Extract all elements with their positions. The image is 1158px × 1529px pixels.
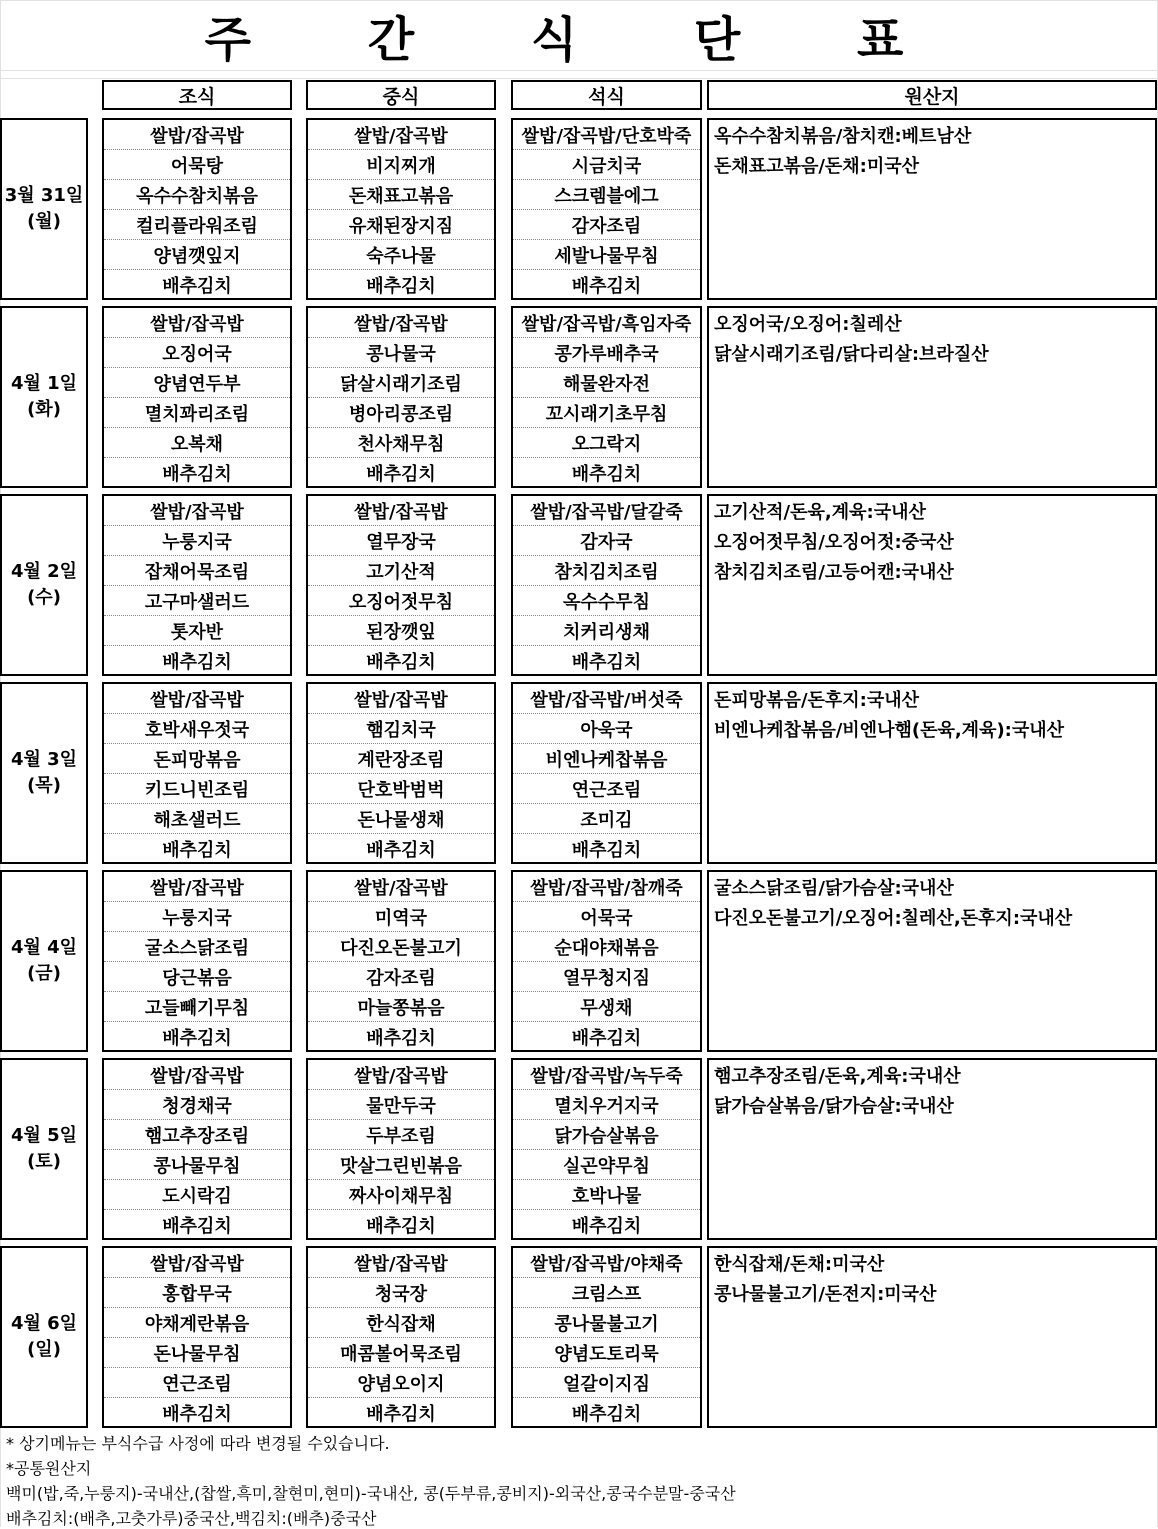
menu-item: 톳자반: [104, 616, 290, 646]
lunch-menu: [306, 1246, 496, 1428]
menu-item: 쌀밥/잡곡밥: [308, 872, 494, 902]
day-label: [0, 494, 88, 676]
menu-item: 두부조림: [308, 1120, 494, 1150]
breakfast-menu: [102, 870, 292, 1052]
menu-item: 해초샐러드: [104, 804, 290, 834]
menu-item: 쌀밥/잡곡밥/달갈죽: [513, 496, 700, 526]
origin-info: [707, 306, 1157, 488]
date-text: 4월 4일: [10, 937, 78, 958]
menu-item: 쌀밥/잡곡밥: [104, 120, 290, 150]
date-text: 4월 3일: [10, 749, 78, 770]
menu-item: 오그락지: [513, 428, 700, 458]
origin-item: 비엔나케찹볶음/비엔나햄(돈육,계육):국내산: [714, 720, 1065, 741]
menu-item: 닭가슴살볶음: [513, 1120, 700, 1150]
menu-item: 오징어젓무침: [308, 586, 494, 616]
menu-item: 유채된장지짐: [308, 210, 494, 240]
menu-item: 숙주나물: [308, 240, 494, 270]
footer-note: * 상기메뉴는 부식수급 사정에 따라 변경될 수있습니다.: [6, 1434, 390, 1453]
weekday-text: (토): [27, 1151, 61, 1172]
dinner-menu: [511, 494, 702, 676]
menu-item: 쌀밥/잡곡밥: [308, 1248, 494, 1278]
menu-item: 양념깻잎지: [104, 240, 290, 270]
menu-item: 배추김치: [571, 652, 642, 673]
menu-item: 된장깻잎: [308, 616, 494, 646]
menu-item: 쌀밥/잡곡밥/참깨죽: [513, 872, 700, 902]
breakfast-menu: [102, 1058, 292, 1240]
menu-item: 배추김치: [366, 1404, 436, 1425]
menu-item: 배추김치: [162, 1216, 232, 1237]
menu-item: 쌀밥/잡곡밥: [308, 684, 494, 714]
menu-item: 배추김치: [571, 1404, 642, 1425]
menu-item: 배추김치: [162, 1028, 232, 1049]
lunch-menu: [306, 118, 496, 300]
origin-info: [707, 1058, 1157, 1240]
weekday-text: (금): [27, 963, 61, 984]
weekday-text: (수): [27, 587, 61, 608]
day-label: [0, 118, 88, 300]
menu-item: 꼬시래기초무침: [513, 398, 700, 428]
origin-info: [707, 1246, 1157, 1428]
menu-item: 콩나물불고기: [513, 1308, 700, 1338]
date-text: 4월 2일: [10, 561, 78, 582]
menu-item: 배추김치: [162, 464, 232, 485]
menu-item: 맛살그린빈볶음: [308, 1150, 494, 1180]
menu-item: 감자조림: [513, 210, 700, 240]
weekday-text: (화): [27, 399, 61, 420]
dinner-menu: [511, 1246, 702, 1428]
menu-item: 고기산적: [308, 556, 494, 586]
menu-item: 단호박범벅: [308, 774, 494, 804]
dinner-menu: [511, 306, 702, 488]
menu-item: 돈채표고볶음: [308, 180, 494, 210]
menu-item: 호박나물: [513, 1180, 700, 1210]
day-label: [0, 870, 88, 1052]
origin-item: 굴소스닭조림/닭가슴살:국내산: [714, 878, 954, 899]
menu-item: 무생채: [513, 992, 700, 1022]
menu-item: 옥수수참치볶음: [104, 180, 290, 210]
menu-item: 오징어국: [104, 338, 290, 368]
menu-item: 감자조림: [308, 962, 494, 992]
menu-item: 고들빼기무침: [104, 992, 290, 1022]
date-text: 4월 6일: [10, 1313, 78, 1334]
menu-item: 양념연두부: [104, 368, 290, 398]
origin-item: 다진오돈불고기/오징어:칠레산,돈후지:국내산: [714, 908, 1073, 929]
lunch-menu: [306, 1058, 496, 1240]
origin-item: 한식잡채/돈채:미국산: [714, 1254, 885, 1275]
menu-item: 배추김치: [571, 1028, 642, 1049]
day-label: [0, 306, 88, 488]
menu-item: 당근볶음: [104, 962, 290, 992]
menu-item: 열무청지짐: [513, 962, 700, 992]
menu-item: 홍합무국: [104, 1278, 290, 1308]
footer-origin-rice: 백미(밥,죽,누룽지)-국내산,(찹쌀,흑미,찰현미,현미)-국내산, 콩(두부류,콩비지)-외국산,콩국수분말-중국산: [6, 1484, 736, 1503]
menu-item: 호박새우젓국: [104, 714, 290, 744]
lunch-menu: [306, 682, 496, 864]
menu-item: 실곤약무침: [513, 1150, 700, 1180]
menu-item: 쌀밥/잡곡밥: [104, 496, 290, 526]
origin-item: 고기산적/돈육,계육:국내산: [714, 502, 926, 523]
menu-item: 쌀밥/잡곡밥/버섯죽: [513, 684, 700, 714]
menu-item: 배추김치: [571, 276, 642, 297]
dinner-menu: [511, 682, 702, 864]
menu-item: 배추김치: [571, 464, 642, 485]
menu-item: 해물완자전: [513, 368, 700, 398]
menu-item: 햄김치국: [308, 714, 494, 744]
menu-item: 마늘쫑볶음: [308, 992, 494, 1022]
menu-item: 도시락김: [104, 1180, 290, 1210]
menu-item: 닭살시래기조림: [308, 368, 494, 398]
menu-item: 순대야채볶음: [513, 932, 700, 962]
menu-item: 쌀밥/잡곡밥: [308, 1060, 494, 1090]
menu-item: 열무장국: [308, 526, 494, 556]
menu-item: 누룽지국: [104, 526, 290, 556]
menu-item: 배추김치: [366, 1216, 436, 1237]
menu-item: 쌀밥/잡곡밥: [104, 1248, 290, 1278]
menu-item: 누룽지국: [104, 902, 290, 932]
origin-item: 닭가슴살볶음/닭가슴살:국내산: [714, 1096, 954, 1117]
menu-item: 배추김치: [162, 652, 232, 673]
menu-item: 햄고추장조림: [104, 1120, 290, 1150]
menu-item: 쌀밥/잡곡밥/흑임자죽: [513, 308, 700, 338]
menu-item: 짜사이채무침: [308, 1180, 494, 1210]
menu-item: 오복채: [104, 428, 290, 458]
menu-item: 청국장: [308, 1278, 494, 1308]
weekday-text: (월): [27, 211, 61, 232]
breakfast-menu: [102, 306, 292, 488]
origin-info: [707, 870, 1157, 1052]
menu-item: 배추김치: [162, 840, 232, 861]
menu-item: 배추김치: [162, 1404, 232, 1425]
dinner-menu: [511, 870, 702, 1052]
menu-item: 연근조림: [513, 774, 700, 804]
menu-item: 돈나물무침: [104, 1338, 290, 1368]
menu-item: 한식잡채: [308, 1308, 494, 1338]
day-label: [0, 1058, 88, 1240]
menu-item: 쌀밥/잡곡밥: [308, 308, 494, 338]
menu-item: 키드니빈조림: [104, 774, 290, 804]
lunch-menu: [306, 870, 496, 1052]
menu-item: 양념도토리묵: [513, 1338, 700, 1368]
day-label: [0, 682, 88, 864]
header-lunch: 중식: [306, 80, 496, 110]
menu-item: 잡채어묵조림: [104, 556, 290, 586]
menu-item: 비지찌개: [308, 150, 494, 180]
menu-item: 계란장조림: [308, 744, 494, 774]
footer-origin-heading: *공통원산지: [6, 1459, 92, 1478]
menu-item: 배추김치: [366, 840, 436, 861]
menu-item: 쌀밥/잡곡밥: [104, 1060, 290, 1090]
menu-item: 조미김: [513, 804, 700, 834]
menu-item: 물만두국: [308, 1090, 494, 1120]
menu-item: 콩가루배추국: [513, 338, 700, 368]
menu-item: 연근조림: [104, 1368, 290, 1398]
date-text: 4월 1일: [10, 373, 78, 394]
menu-item: 고구마샐러드: [104, 586, 290, 616]
menu-item: 병아리콩조림: [308, 398, 494, 428]
menu-item: 시금치국: [513, 150, 700, 180]
menu-item: 쌀밥/잡곡밥: [308, 120, 494, 150]
menu-item: 쌀밥/잡곡밥/녹두죽: [513, 1060, 700, 1090]
menu-item: 배추김치: [366, 276, 436, 297]
menu-item: 크림스프: [513, 1278, 700, 1308]
menu-item: 세발나물무침: [513, 240, 700, 270]
menu-item: 비엔나케찹볶음: [513, 744, 700, 774]
menu-item: 쌀밥/잡곡밥/단호박죽: [513, 120, 700, 150]
menu-item: 참치김치조림: [513, 556, 700, 586]
origin-item: 돈피망볶음/돈후지:국내산: [714, 690, 920, 711]
menu-item: 배추김치: [162, 276, 232, 297]
menu-item: 콩나물무침: [104, 1150, 290, 1180]
origin-item: 옥수수참치볶음/참치캔:베트남산: [714, 126, 972, 147]
menu-item: 어묵탕: [104, 150, 290, 180]
origin-item: 돈채표고볶음/돈채:미국산: [714, 156, 920, 177]
menu-item: 쌀밥/잡곡밥: [104, 684, 290, 714]
origin-item: 오징어젓무침/오징어젓:중국산: [714, 532, 954, 553]
menu-item: 배추김치: [571, 1216, 642, 1237]
dinner-menu: [511, 118, 702, 300]
menu-item: 아욱국: [513, 714, 700, 744]
menu-item: 멸치우거지국: [513, 1090, 700, 1120]
menu-item: 어묵국: [513, 902, 700, 932]
menu-item: 양념오이지: [308, 1368, 494, 1398]
header-dinner: 석식: [511, 80, 702, 110]
origin-info: [707, 682, 1157, 864]
origin-item: 오징어국/오징어:칠레산: [714, 314, 902, 335]
origin-info: [707, 494, 1157, 676]
weekday-text: (목): [27, 775, 61, 796]
menu-item: 돈나물생채: [308, 804, 494, 834]
header-breakfast: 조식: [102, 80, 292, 110]
dinner-menu: [511, 1058, 702, 1240]
origin-item: 닭살시래기조림/닭다리살:브라질산: [714, 344, 989, 365]
origin-item: 참치김치조림/고등어캔:국내산: [714, 562, 954, 583]
origin-item: 콩나물불고기/돈전지:미국산: [714, 1284, 937, 1305]
footer-origin-kimchi: 배추김치:(배추,고춧가루)중국산,백김치:(배추)중국산: [6, 1509, 377, 1528]
weekday-text: (일): [27, 1339, 61, 1360]
menu-item: 배추김치: [366, 464, 436, 485]
menu-item: 천사채무침: [308, 428, 494, 458]
menu-item: 옥수수무침: [513, 586, 700, 616]
date-text: 4월 5일: [10, 1125, 78, 1146]
menu-item: 배추김치: [366, 652, 436, 673]
menu-item: 컬리플라워조림: [104, 210, 290, 240]
menu-item: 쌀밥/잡곡밥/야채죽: [513, 1248, 700, 1278]
menu-item: 멸치꽈리조림: [104, 398, 290, 428]
menu-item: 쌀밥/잡곡밥: [104, 872, 290, 902]
menu-item: 배추김치: [571, 840, 642, 861]
header-origin: 원산지: [707, 80, 1157, 110]
origin-item: 햄고추장조림/돈육,계육:국내산: [714, 1066, 961, 1087]
menu-item: 쌀밥/잡곡밥: [104, 308, 290, 338]
menu-item: 치커리생채: [513, 616, 700, 646]
lunch-menu: [306, 494, 496, 676]
menu-item: 스크렘블에그: [513, 180, 700, 210]
menu-item: 감자국: [513, 526, 700, 556]
day-label: [0, 1246, 88, 1428]
menu-item: 콩나물국: [308, 338, 494, 368]
lunch-menu: [306, 306, 496, 488]
menu-item: 배추김치: [366, 1028, 436, 1049]
breakfast-menu: [102, 682, 292, 864]
menu-item: 돈피망볶음: [104, 744, 290, 774]
menu-item: 굴소스닭조림: [104, 932, 290, 962]
menu-item: 미역국: [308, 902, 494, 932]
menu-item: 쌀밥/잡곡밥: [308, 496, 494, 526]
menu-item: 얼갈이지짐: [513, 1368, 700, 1398]
date-text: 3월 31일: [4, 185, 84, 206]
menu-item: 다진오돈불고기: [308, 932, 494, 962]
breakfast-menu: [102, 1246, 292, 1428]
origin-info: [707, 118, 1157, 300]
menu-item: 매콤볼어묵조림: [308, 1338, 494, 1368]
menu-item: 청경채국: [104, 1090, 290, 1120]
menu-item: 야채계란볶음: [104, 1308, 290, 1338]
breakfast-menu: [102, 494, 292, 676]
page-title: 주 간 식 단 표: [204, 11, 954, 68]
breakfast-menu: [102, 118, 292, 300]
